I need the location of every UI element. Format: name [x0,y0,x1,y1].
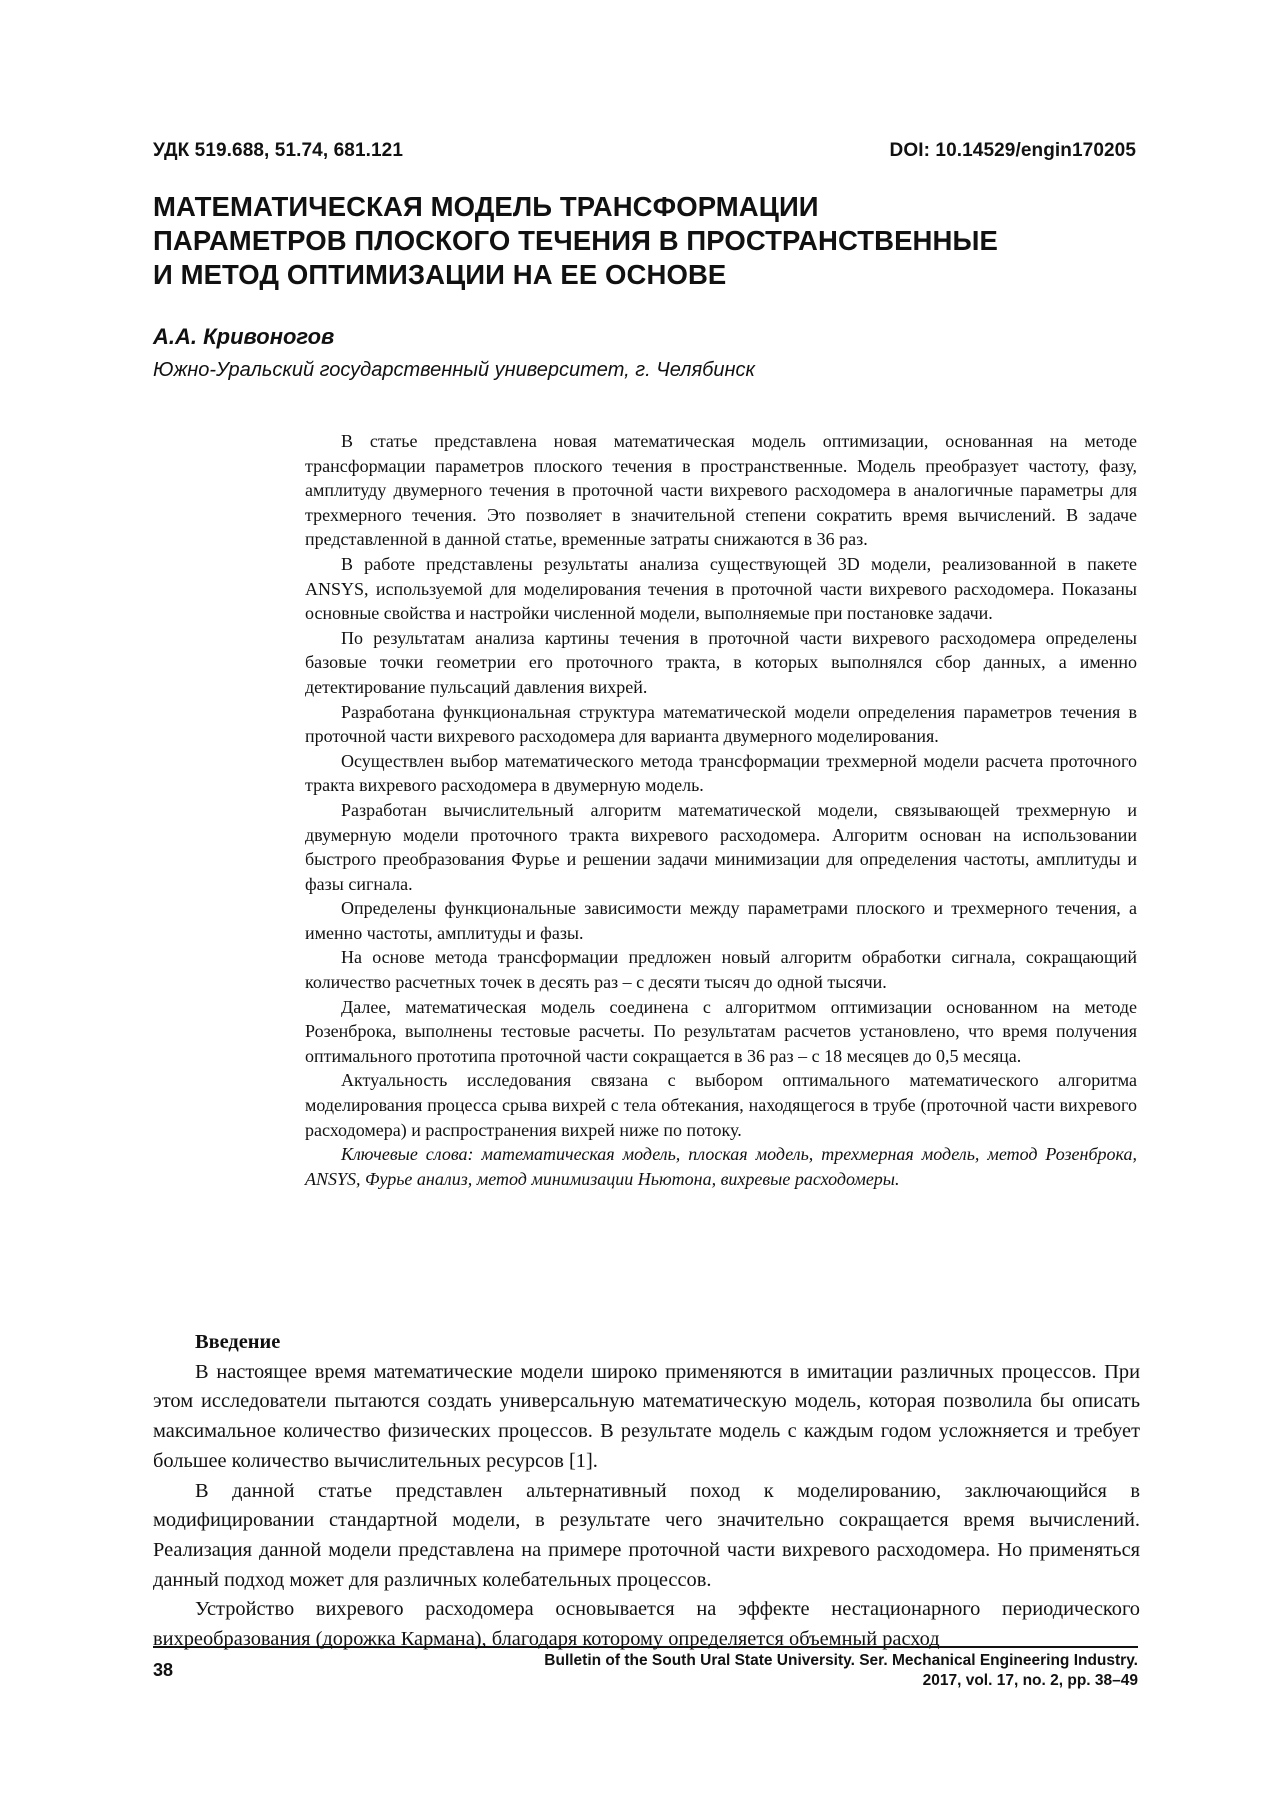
abstract-paragraph: Разработан вычислительный алгоритм математической модели, связывающей трехмерную и двумерную модели проточного тракта вихревого расходомера. Алгоритм основан на использовании быстрого преобразования Фурье и решении задачи минимизации для определения частоты, амплитуды и фазы сигнала. [305,799,1137,894]
abstract-paragraph: В статье представлена новая математическая модель оптимизации, основанная на методе трансформации параметров плоского течения в пространственные. Модель преобразует частоту, фазу, амплитуду двумерного течения в проточной части вихревого расходомера в аналогичные параметры для трехмерного течения. Это позволяет в значительной степени сократить время вычислений. В задаче представленной в данной статье, временные затраты снижаются в 36 раз. [305,431,1137,550]
abstract-paragraph: Актуальность исследования связана с выбором оптимального математического алгоритма моделирования процесса срыва вихрей с тела обтекания, находящегося в трубе (проточной части вихревого расходомера) и распространения вихрей ниже по потоку. [305,1070,1137,1140]
abstract-paragraph: Определены функциональные зависимости между параметрами плоского и трехмерного течения, а именно частоты, амплитуды и фазы. [305,898,1137,943]
introduction-paragraph: Устройство вихревого расходомера основывается на эффекте нестационарного периодического вихреобразования (дорожка Кармана), благодаря которому определяется объемный расход [153,1598,1140,1651]
author-name: А.А. Кривоногов [153,324,335,349]
introduction-paragraph: В настоящее время математические модели широко применяются в имитации различных процессов. При этом исследователи пытаются создать универсальную математическую модель, которая позволила бы описать максимальное количество физических процессов. В результате модель с каждым годом усложняется и требует большее количество вычислительных ресурсов [1]. [153,1360,1140,1472]
page-number: 38 [153,1660,174,1680]
title-line: И МЕТОД ОПТИМИЗАЦИИ НА ЕЕ ОСНОВЕ [153,259,727,290]
journal-volume: 2017, vol. 17, no. 2, pp. 38–49 [922,1672,1138,1689]
abstract-paragraph: Разработана функциональная структура математической модели определения параметров течения в проточной части вихревого расходомера для варианта двумерного моделирования. [305,701,1137,747]
abstract-paragraph: Далее, математическая модель соединена с алгоритмом оптимизации основанном на методе Розенброка, выполнены тестовые расчеты. По результатам расчетов установлено, что время получения оптимального прототипа проточной части сокращается в 36 раз – с 18 месяцев до 0,5 месяца. [305,996,1137,1066]
introduction-heading: Введение [195,1331,281,1353]
article-header [153,140,1136,162]
abstract [305,429,1137,1191]
abstract-paragraph: По результатам анализа картины течения в проточной части вихревого расходомера определены базовые точки геометрии его проточного тракта, в которых выполнялся сбор данных, а именно детектирование пульсаций давления вихрей. [305,627,1137,697]
abstract-paragraph: В работе представлены результаты анализа существующей 3D модели, реализованной в пакете ANSYS, используемой для моделирования течения в проточной части вихревого расходомера. Показаны основные свойства и настройки численной модели, выполняемые при постановке задачи. [305,553,1137,624]
abstract-paragraph: Осуществлен выбор математического метода трансформации трехмерной модели расчета проточного тракта вихревого расходомера в двумерную модель. [305,750,1137,796]
article-title [153,190,1140,292]
footer-divider [153,1646,1138,1648]
title-line: ПАРАМЕТРОВ ПЛОСКОГО ТЕЧЕНИЯ В ПРОСТРАНСТВЕННЫЕ [153,225,998,256]
udc-code: УДК 519.688, 51.74, 681.121 [153,140,403,161]
introduction-paragraph: В данной статье представлен альтернативный поход к моделированию, заключающийся в модифицировании стандартной модели, в результате чего значительно сокращается время вычислений. Реализация данной модели представлена на примере проточной части вихревого расходомера. Но применяться данный подход может для различных колебательных процессов. [153,1479,1140,1591]
keywords: Ключевые слова: математическая модель, плоская модель, трехмерная модель, метод Розенброка, ANSYS, Фурье анализ, метод минимизации Ньютона, вихревые расходомеры. [305,1144,1137,1189]
journal-citation [544,1651,1138,1691]
introduction-section [153,1328,1140,1655]
doi-link[interactable]: DOI: 10.14529/engin170205 [889,140,1136,161]
abstract-paragraph: На основе метода трансформации предложен новый алгоритм обработки сигнала, сокращающий количество расчетных точек в десять раз – с десяти тысяч до одной тысячи. [305,947,1137,993]
title-line: МАТЕМАТИЧЕСКАЯ МОДЕЛЬ ТРАНСФОРМАЦИИ [153,191,819,222]
journal-name: Bulletin of the South Ural State University. Ser. Mechanical Engineering Industry. [544,1652,1138,1669]
author-affiliation: Южно-Уральский государственный университет, г. Челябинск [153,359,755,381]
